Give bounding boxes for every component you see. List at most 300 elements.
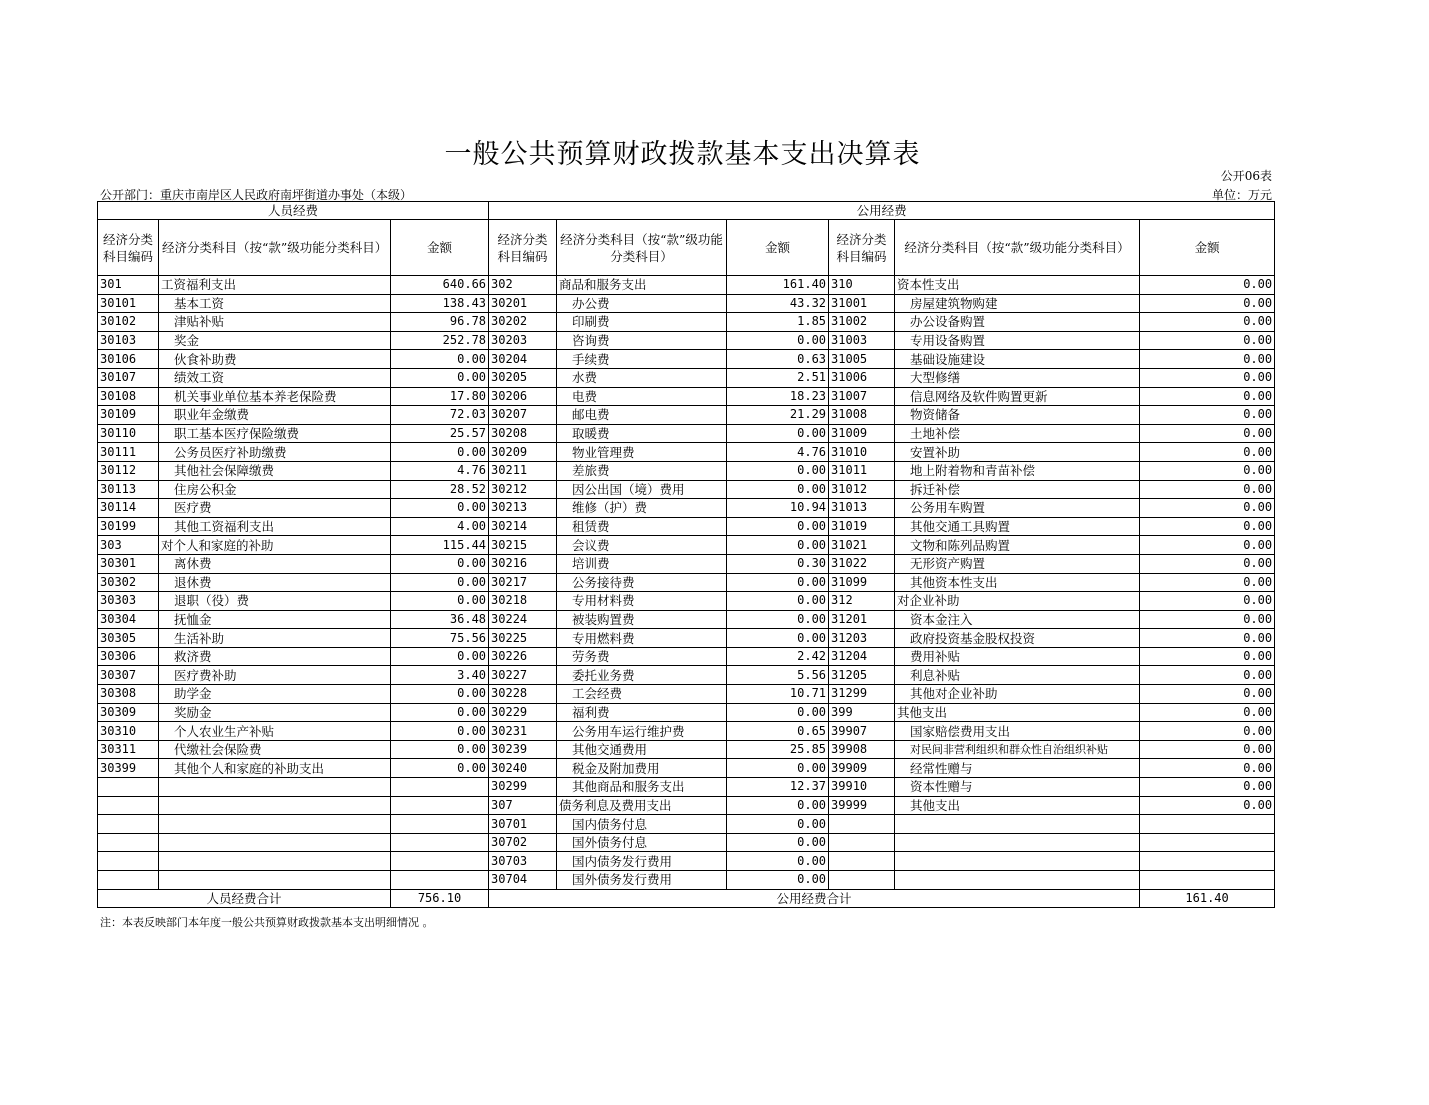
amount-cell: 0.00 <box>391 703 489 722</box>
code-cell: 30239 <box>489 740 557 759</box>
header-amount-goods: 金额 <box>727 220 829 276</box>
amount-cell: 0.00 <box>391 499 489 518</box>
table-row <box>98 685 1275 704</box>
code-cell: 30304 <box>98 610 159 629</box>
code-cell: 30113 <box>98 480 159 499</box>
code-cell: 31205 <box>829 666 895 685</box>
name-cell: 咨询费 <box>557 331 727 350</box>
amount-cell: 0.00 <box>727 424 829 443</box>
code-cell: 303 <box>98 536 159 555</box>
table-row <box>98 499 1275 518</box>
name-cell: 差旅费 <box>557 461 727 480</box>
amount-cell: 0.00 <box>391 759 489 778</box>
code-cell: 30306 <box>98 647 159 666</box>
code-cell <box>98 815 159 834</box>
amount-cell: 0.00 <box>727 480 829 499</box>
table-row <box>98 778 1275 797</box>
amount-cell <box>1140 815 1275 834</box>
table-row <box>98 294 1275 313</box>
header-code-personnel: 经济分类科目编码 <box>98 220 159 276</box>
amount-cell: 0.00 <box>1140 276 1275 295</box>
code-cell: 307 <box>489 796 557 815</box>
amount-cell: 0.00 <box>1140 610 1275 629</box>
table-row <box>98 331 1275 350</box>
amount-cell: 0.00 <box>1140 406 1275 425</box>
amount-cell: 0.00 <box>727 517 829 536</box>
name-cell: 专用设备购置 <box>895 331 1140 350</box>
code-cell: 30211 <box>489 461 557 480</box>
name-cell: 住房公积金 <box>159 480 391 499</box>
amount-cell: 0.00 <box>727 852 829 871</box>
name-cell: 经常性赠与 <box>895 759 1140 778</box>
code-cell: 31011 <box>829 461 895 480</box>
table-row <box>98 703 1275 722</box>
amount-cell: 28.52 <box>391 480 489 499</box>
code-cell: 31010 <box>829 443 895 462</box>
name-cell: 因公出国（境）费用 <box>557 480 727 499</box>
code-cell: 31012 <box>829 480 895 499</box>
code-cell: 31022 <box>829 554 895 573</box>
amount-cell: 0.00 <box>391 722 489 741</box>
code-cell: 30309 <box>98 703 159 722</box>
amount-cell: 43.32 <box>727 294 829 313</box>
code-cell <box>829 871 895 890</box>
amount-cell: 0.00 <box>727 610 829 629</box>
unit-label: 单位：万元 <box>1211 188 1272 202</box>
table-row <box>98 406 1275 425</box>
name-cell: 国外债务发行费用 <box>557 871 727 890</box>
header-name-capital: 经济分类科目（按“款”级功能分类科目） <box>895 220 1140 276</box>
name-cell: 生活补助 <box>159 629 391 648</box>
code-cell: 30201 <box>489 294 557 313</box>
name-cell: 专用材料费 <box>557 592 727 611</box>
table-row <box>98 796 1275 815</box>
amount-cell: 0.00 <box>727 461 829 480</box>
name-cell: 劳务费 <box>557 647 727 666</box>
code-cell: 30203 <box>489 331 557 350</box>
name-cell: 专用燃料费 <box>557 629 727 648</box>
amount-cell: 0.00 <box>1140 647 1275 666</box>
code-cell: 30305 <box>98 629 159 648</box>
code-cell: 30310 <box>98 722 159 741</box>
code-cell <box>98 833 159 852</box>
name-cell <box>159 778 391 797</box>
code-cell: 312 <box>829 592 895 611</box>
name-cell: 房屋建筑物购建 <box>895 294 1140 313</box>
name-cell: 公务接待费 <box>557 573 727 592</box>
name-cell: 抚恤金 <box>159 610 391 629</box>
amount-cell <box>391 833 489 852</box>
amount-cell: 0.00 <box>1140 722 1275 741</box>
table-row <box>98 461 1275 480</box>
code-cell: 31007 <box>829 387 895 406</box>
amount-cell: 2.42 <box>727 647 829 666</box>
code-cell: 30303 <box>98 592 159 611</box>
table-row <box>98 610 1275 629</box>
amount-cell <box>391 796 489 815</box>
name-cell <box>159 871 391 890</box>
amount-cell: 0.00 <box>391 554 489 573</box>
name-cell <box>895 852 1140 871</box>
amount-cell: 115.44 <box>391 536 489 555</box>
public-total-label: 公用经费合计 <box>489 889 1140 908</box>
code-cell: 30107 <box>98 368 159 387</box>
name-cell: 其他工资福利支出 <box>159 517 391 536</box>
amount-cell: 18.23 <box>727 387 829 406</box>
amount-cell: 640.66 <box>391 276 489 295</box>
name-cell: 水费 <box>557 368 727 387</box>
amount-cell: 0.00 <box>727 331 829 350</box>
name-cell: 政府投资基金股权投资 <box>895 629 1140 648</box>
amount-cell: 0.00 <box>1140 480 1275 499</box>
name-cell: 对民间非营利组织和群众性自治组织补贴 <box>895 740 1140 759</box>
amount-cell: 0.00 <box>1140 368 1275 387</box>
amount-cell: 0.00 <box>727 796 829 815</box>
name-cell: 委托业务费 <box>557 666 727 685</box>
name-cell: 其他支出 <box>895 703 1140 722</box>
amount-cell <box>391 852 489 871</box>
amount-cell <box>1140 852 1275 871</box>
amount-cell: 0.00 <box>1140 331 1275 350</box>
amount-cell: 0.00 <box>1140 573 1275 592</box>
code-cell: 30110 <box>98 424 159 443</box>
name-cell: 工会经费 <box>557 685 727 704</box>
code-cell: 30112 <box>98 461 159 480</box>
amount-cell: 0.00 <box>1140 740 1275 759</box>
name-cell: 邮电费 <box>557 406 727 425</box>
code-cell: 31002 <box>829 313 895 332</box>
code-cell: 30308 <box>98 685 159 704</box>
amount-cell: 10.71 <box>727 685 829 704</box>
code-cell <box>98 852 159 871</box>
personnel-section-header: 人员经费 <box>98 202 489 220</box>
code-cell: 30212 <box>489 480 557 499</box>
amount-cell: 4.76 <box>727 443 829 462</box>
name-cell: 福利费 <box>557 703 727 722</box>
code-cell: 31021 <box>829 536 895 555</box>
amount-cell: 0.00 <box>727 592 829 611</box>
name-cell: 其他支出 <box>895 796 1140 815</box>
code-cell: 31099 <box>829 573 895 592</box>
amount-cell: 75.56 <box>391 629 489 648</box>
amount-cell: 12.37 <box>727 778 829 797</box>
name-cell: 利息补贴 <box>895 666 1140 685</box>
name-cell: 取暖费 <box>557 424 727 443</box>
name-cell: 信息网络及软件购置更新 <box>895 387 1140 406</box>
amount-cell: 72.03 <box>391 406 489 425</box>
table-row <box>98 480 1275 499</box>
table-row <box>98 815 1275 834</box>
amount-cell: 0.00 <box>1140 592 1275 611</box>
name-cell: 对企业补助 <box>895 592 1140 611</box>
header-amount-capital: 金额 <box>1140 220 1275 276</box>
table-row <box>98 759 1275 778</box>
amount-cell: 0.00 <box>1140 350 1275 369</box>
page-title: 一般公共预算财政拨款基本支出决算表 <box>444 139 921 170</box>
table-row <box>98 350 1275 369</box>
amount-cell: 0.00 <box>1140 499 1275 518</box>
code-cell: 30704 <box>489 871 557 890</box>
code-cell: 31299 <box>829 685 895 704</box>
amount-cell: 0.00 <box>727 573 829 592</box>
amount-cell: 0.00 <box>727 703 829 722</box>
amount-cell: 3.40 <box>391 666 489 685</box>
header-amount-personnel: 金额 <box>391 220 489 276</box>
amount-cell: 0.00 <box>391 685 489 704</box>
code-cell: 30106 <box>98 350 159 369</box>
code-cell <box>829 852 895 871</box>
amount-cell: 0.00 <box>1140 461 1275 480</box>
code-cell: 30114 <box>98 499 159 518</box>
code-cell: 30240 <box>489 759 557 778</box>
code-cell: 399 <box>829 703 895 722</box>
header-name-goods: 经济分类科目（按“款”级功能分类科目） <box>557 220 727 276</box>
code-cell: 301 <box>98 276 159 295</box>
name-cell: 救济费 <box>159 647 391 666</box>
name-cell: 公务用车购置 <box>895 499 1140 518</box>
name-cell: 培训费 <box>557 554 727 573</box>
public-section-header: 公用经费 <box>489 202 1275 220</box>
code-cell: 30202 <box>489 313 557 332</box>
table-row <box>98 573 1275 592</box>
code-cell: 30215 <box>489 536 557 555</box>
code-cell: 30226 <box>489 647 557 666</box>
code-cell: 30205 <box>489 368 557 387</box>
name-cell: 工资福利支出 <box>159 276 391 295</box>
amount-cell: 25.85 <box>727 740 829 759</box>
amount-cell: 0.00 <box>391 443 489 462</box>
name-cell: 其他商品和服务支出 <box>557 778 727 797</box>
code-cell: 30209 <box>489 443 557 462</box>
code-cell <box>829 815 895 834</box>
code-cell: 30108 <box>98 387 159 406</box>
name-cell: 办公设备购置 <box>895 313 1140 332</box>
name-cell: 医疗费 <box>159 499 391 518</box>
name-cell: 公务用车运行维护费 <box>557 722 727 741</box>
amount-cell: 0.00 <box>727 629 829 648</box>
amount-cell: 0.30 <box>727 554 829 573</box>
code-cell: 39999 <box>829 796 895 815</box>
code-cell: 310 <box>829 276 895 295</box>
name-cell: 商品和服务支出 <box>557 276 727 295</box>
amount-cell: 0.00 <box>1140 666 1275 685</box>
code-cell: 30204 <box>489 350 557 369</box>
amount-cell: 0.00 <box>727 833 829 852</box>
amount-cell: 0.00 <box>727 871 829 890</box>
amount-cell: 161.40 <box>727 276 829 295</box>
code-cell: 30302 <box>98 573 159 592</box>
code-cell: 31204 <box>829 647 895 666</box>
amount-cell: 0.00 <box>1140 313 1275 332</box>
table-row <box>98 592 1275 611</box>
code-cell: 39910 <box>829 778 895 797</box>
code-cell: 30208 <box>489 424 557 443</box>
name-cell: 地上附着物和青苗补偿 <box>895 461 1140 480</box>
name-cell: 职业年金缴费 <box>159 406 391 425</box>
table-row <box>98 368 1275 387</box>
name-cell: 被装购置费 <box>557 610 727 629</box>
code-cell: 31006 <box>829 368 895 387</box>
name-cell: 其他资本性支出 <box>895 573 1140 592</box>
code-cell: 30225 <box>489 629 557 648</box>
name-cell: 职工基本医疗保险缴费 <box>159 424 391 443</box>
name-cell: 大型修缮 <box>895 368 1140 387</box>
amount-cell: 0.00 <box>727 759 829 778</box>
code-cell: 30227 <box>489 666 557 685</box>
name-cell: 津贴补贴 <box>159 313 391 332</box>
header-code-goods: 经济分类科目编码 <box>489 220 557 276</box>
amount-cell: 0.00 <box>1140 517 1275 536</box>
amount-cell: 1.85 <box>727 313 829 332</box>
amount-cell: 0.00 <box>1140 629 1275 648</box>
name-cell <box>159 852 391 871</box>
amount-cell: 2.51 <box>727 368 829 387</box>
code-cell: 39907 <box>829 722 895 741</box>
amount-cell: 4.76 <box>391 461 489 480</box>
amount-cell: 0.00 <box>1140 424 1275 443</box>
amount-cell: 0.00 <box>391 592 489 611</box>
amount-cell <box>391 815 489 834</box>
name-cell: 伙食补助费 <box>159 350 391 369</box>
name-cell: 其他对企业补助 <box>895 685 1140 704</box>
name-cell: 费用补贴 <box>895 647 1140 666</box>
name-cell: 国内债务付息 <box>557 815 727 834</box>
code-cell: 30231 <box>489 722 557 741</box>
amount-cell <box>391 871 489 890</box>
name-cell: 物资储备 <box>895 406 1140 425</box>
name-cell: 退职（役）费 <box>159 592 391 611</box>
code-cell: 30229 <box>489 703 557 722</box>
table-row <box>98 833 1275 852</box>
header-code-capital: 经济分类科目编码 <box>829 220 895 276</box>
code-cell: 30206 <box>489 387 557 406</box>
amount-cell: 96.78 <box>391 313 489 332</box>
table-row <box>98 517 1275 536</box>
name-cell: 国外债务付息 <box>557 833 727 852</box>
amount-cell: 0.65 <box>727 722 829 741</box>
code-cell: 30701 <box>489 815 557 834</box>
code-cell: 30213 <box>489 499 557 518</box>
name-cell: 国内债务发行费用 <box>557 852 727 871</box>
name-cell: 国家赔偿费用支出 <box>895 722 1140 741</box>
code-cell: 31003 <box>829 331 895 350</box>
code-cell: 30111 <box>98 443 159 462</box>
name-cell: 奖金 <box>159 331 391 350</box>
form-number: 公开06表 <box>1220 169 1272 183</box>
amount-cell: 0.00 <box>391 573 489 592</box>
name-cell: 基本工资 <box>159 294 391 313</box>
department-label: 公开部门：重庆市南岸区人民政府南坪街道办事处（本级） <box>100 188 413 202</box>
name-cell: 其他交通费用 <box>557 740 727 759</box>
code-cell: 30703 <box>489 852 557 871</box>
amount-cell: 0.00 <box>1140 778 1275 797</box>
amount-cell: 0.00 <box>1140 796 1275 815</box>
name-cell: 租赁费 <box>557 517 727 536</box>
amount-cell: 21.29 <box>727 406 829 425</box>
name-cell <box>159 796 391 815</box>
amount-cell: 0.00 <box>391 350 489 369</box>
name-cell: 其他交通工具购置 <box>895 517 1140 536</box>
code-cell: 30217 <box>489 573 557 592</box>
name-cell: 电费 <box>557 387 727 406</box>
amount-cell: 138.43 <box>391 294 489 313</box>
code-cell: 31009 <box>829 424 895 443</box>
code-cell: 31013 <box>829 499 895 518</box>
name-cell: 其他社会保障缴费 <box>159 461 391 480</box>
amount-cell <box>1140 833 1275 852</box>
header-name-personnel: 经济分类科目（按“款”级功能分类科目） <box>159 220 391 276</box>
amount-cell: 0.00 <box>1140 703 1275 722</box>
code-cell: 30109 <box>98 406 159 425</box>
amount-cell: 0.00 <box>1140 536 1275 555</box>
amount-cell: 10.94 <box>727 499 829 518</box>
code-cell: 31001 <box>829 294 895 313</box>
name-cell: 土地补偿 <box>895 424 1140 443</box>
code-cell: 30101 <box>98 294 159 313</box>
name-cell <box>159 815 391 834</box>
amount-cell: 0.63 <box>727 350 829 369</box>
expenditure-table <box>97 201 1275 908</box>
name-cell: 个人农业生产补贴 <box>159 722 391 741</box>
code-cell: 30102 <box>98 313 159 332</box>
code-cell: 30216 <box>489 554 557 573</box>
code-cell: 302 <box>489 276 557 295</box>
code-cell: 30399 <box>98 759 159 778</box>
name-cell: 办公费 <box>557 294 727 313</box>
name-cell: 助学金 <box>159 685 391 704</box>
amount-cell: 0.00 <box>391 740 489 759</box>
name-cell <box>895 815 1140 834</box>
table-row <box>98 536 1275 555</box>
code-cell: 30228 <box>489 685 557 704</box>
table-row <box>98 424 1275 443</box>
name-cell: 物业管理费 <box>557 443 727 462</box>
name-cell <box>159 833 391 852</box>
code-cell: 30218 <box>489 592 557 611</box>
name-cell: 代缴社会保险费 <box>159 740 391 759</box>
amount-cell: 25.57 <box>391 424 489 443</box>
table-row <box>98 666 1275 685</box>
amount-cell: 0.00 <box>727 536 829 555</box>
name-cell: 文物和陈列品购置 <box>895 536 1140 555</box>
amount-cell: 0.00 <box>391 368 489 387</box>
amount-cell: 0.00 <box>391 647 489 666</box>
code-cell <box>829 833 895 852</box>
amount-cell: 0.00 <box>1140 685 1275 704</box>
code-cell: 30311 <box>98 740 159 759</box>
amount-cell: 36.48 <box>391 610 489 629</box>
name-cell: 机关事业单位基本养老保险费 <box>159 387 391 406</box>
table-row <box>98 629 1275 648</box>
name-cell: 资本金注入 <box>895 610 1140 629</box>
code-cell: 31201 <box>829 610 895 629</box>
code-cell: 31005 <box>829 350 895 369</box>
amount-cell: 0.00 <box>1140 294 1275 313</box>
table-row <box>98 387 1275 406</box>
table-row <box>98 740 1275 759</box>
name-cell: 维修（护）费 <box>557 499 727 518</box>
name-cell: 公务员医疗补助缴费 <box>159 443 391 462</box>
table-row <box>98 647 1275 666</box>
amount-cell: 252.78 <box>391 331 489 350</box>
name-cell: 绩效工资 <box>159 368 391 387</box>
amount-cell: 0.00 <box>1140 554 1275 573</box>
code-cell: 30299 <box>489 778 557 797</box>
name-cell: 债务利息及费用支出 <box>557 796 727 815</box>
code-cell: 39909 <box>829 759 895 778</box>
name-cell: 退休费 <box>159 573 391 592</box>
name-cell: 基础设施建设 <box>895 350 1140 369</box>
